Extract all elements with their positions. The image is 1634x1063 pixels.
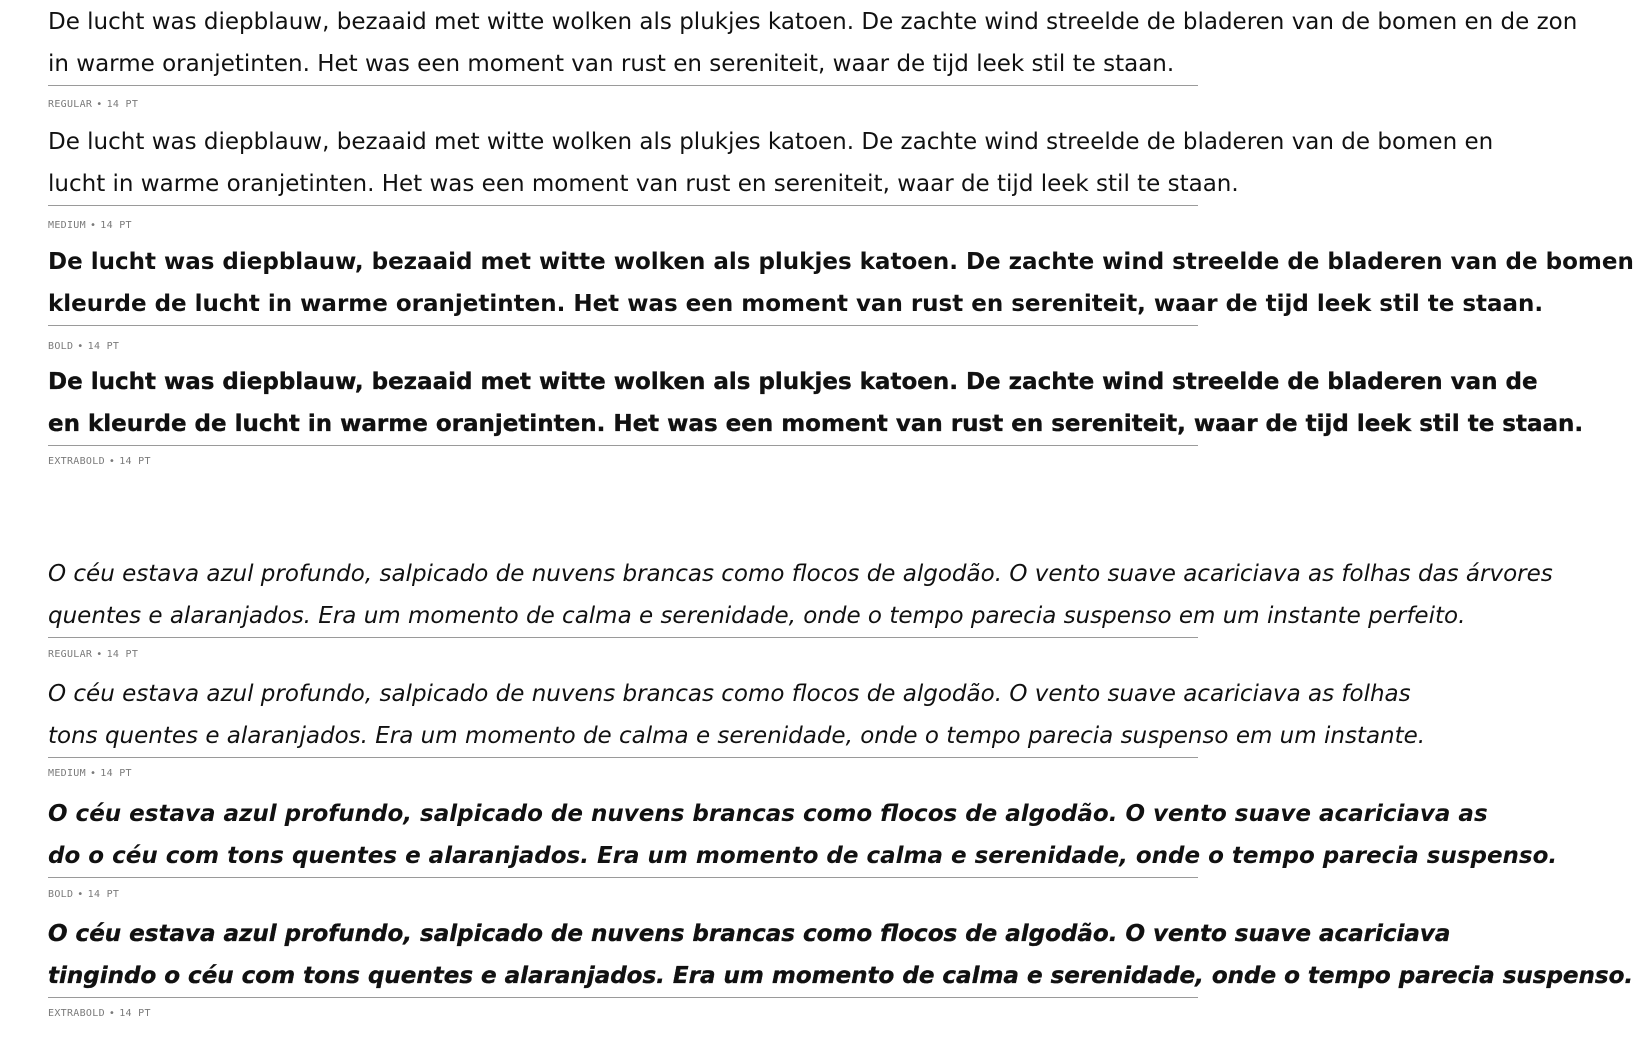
weight-label: MEDIUM	[48, 768, 86, 779]
weight-label: REGULAR	[48, 649, 93, 660]
specimen-line: De lucht was diepblauw, bezaaid met witte wolken als plukjes katoen. De zachte wind streelde de bladeren van de bomen en de zon	[48, 9, 1578, 35]
size-label: 14 PT	[106, 99, 139, 110]
specimen-label	[48, 649, 138, 660]
specimen-line: O céu estava azul profundo, salpicado de nuvens brancas como flocos de algodão. O vento suave acariciava as	[48, 801, 1488, 827]
separator-dot: •	[96, 649, 103, 660]
size-label: 14 PT	[100, 768, 132, 779]
separator-dot: •	[108, 456, 116, 467]
separator-dot: •	[89, 768, 97, 779]
specimen-line: De lucht was diepblauw, bezaaid met witte wolken als plukjes katoen. De zachte wind streelde de bladeren van de	[48, 369, 1538, 395]
specimen-line: De lucht was diepblauw, bezaaid met witte wolken als plukjes katoen. De zachte wind streelde de bladeren van de bomen	[48, 249, 1634, 275]
specimen-line: en kleurde de lucht in warme oranjetinten. Het was een moment van rust en sereniteit, waar de tijd leek stil te staan.	[48, 411, 1584, 437]
specimen-line: De lucht was diepblauw, bezaaid met witte wolken als plukjes katoen. De zachte wind streelde de bladeren van de bomen en	[48, 129, 1494, 155]
weight-label: EXTRABOLD	[48, 1008, 105, 1019]
size-label: 14 PT	[106, 649, 139, 660]
specimen-block-pt-regular	[48, 553, 1553, 638]
specimen-block-pt-extrabold	[48, 913, 1634, 998]
specimen-line: O céu estava azul profundo, salpicado de nuvens brancas como flocos de algodão. O vento suave acariciava as folhas das árvores	[48, 561, 1553, 587]
size-label: 14 PT	[87, 341, 120, 352]
weight-label: MEDIUM	[48, 220, 86, 231]
specimen-block-nl-extrabold	[48, 361, 1584, 446]
specimen-block-pt-bold	[48, 793, 1558, 878]
separator-dot: •	[108, 1008, 116, 1019]
size-label: 14 PT	[119, 1008, 151, 1019]
weight-label: EXTRABOLD	[48, 456, 105, 467]
weight-label: BOLD	[48, 889, 74, 900]
specimen-line: in warme oranjetinten. Het was een moment van rust en sereniteit, waar de tijd leek stil te staan.	[48, 51, 1175, 77]
specimen-label	[48, 1008, 151, 1019]
specimen-block-nl-bold	[48, 241, 1634, 326]
separator-dot: •	[77, 341, 84, 352]
specimen-label	[48, 768, 132, 779]
separator-dot: •	[89, 220, 97, 231]
specimen-line: do o céu com tons quentes e alaranjados. Era um momento de calma e serenidade, onde o tempo parecia suspenso.	[48, 843, 1558, 869]
specimen-line: O céu estava azul profundo, salpicado de nuvens brancas como flocos de algodão. O vento suave acariciava as folhas	[48, 681, 1411, 707]
specimen-line: tons quentes e alaranjados. Era um momento de calma e serenidade, onde o tempo parecia suspenso em um instante.	[48, 723, 1426, 749]
size-label: 14 PT	[100, 220, 132, 231]
specimen-line: O céu estava azul profundo, salpicado de nuvens brancas como flocos de algodão. O vento suave acariciava	[48, 921, 1451, 947]
specimen-label	[48, 456, 151, 467]
specimen-block-pt-medium	[48, 673, 1426, 758]
specimen-line: quentes e alaranjados. Era um momento de calma e serenidade, onde o tempo parecia suspenso em um instante perfeito.	[48, 603, 1466, 629]
specimen-label	[48, 889, 119, 900]
specimen-label	[48, 220, 132, 231]
specimen-line: tingindo o céu com tons quentes e alaranjados. Era um momento de calma e serenidade, onde o tempo parecia suspenso.	[48, 963, 1634, 989]
specimen-block-nl-medium	[48, 121, 1494, 206]
separator-dot: •	[77, 889, 84, 900]
size-label: 14 PT	[87, 889, 120, 900]
specimen-line: lucht in warme oranjetinten. Het was een moment van rust en sereniteit, waar de tijd leek stil te staan.	[48, 171, 1239, 197]
specimen-label	[48, 99, 138, 110]
size-label: 14 PT	[119, 456, 151, 467]
weight-label: REGULAR	[48, 99, 93, 110]
specimen-label	[48, 341, 119, 352]
specimen-line: kleurde de lucht in warme oranjetinten. Het was een moment van rust en sereniteit, waar de tijd leek stil te staan.	[48, 291, 1544, 317]
separator-dot: •	[96, 99, 103, 110]
specimen-block-nl-regular	[48, 1, 1578, 86]
weight-label: BOLD	[48, 341, 74, 352]
